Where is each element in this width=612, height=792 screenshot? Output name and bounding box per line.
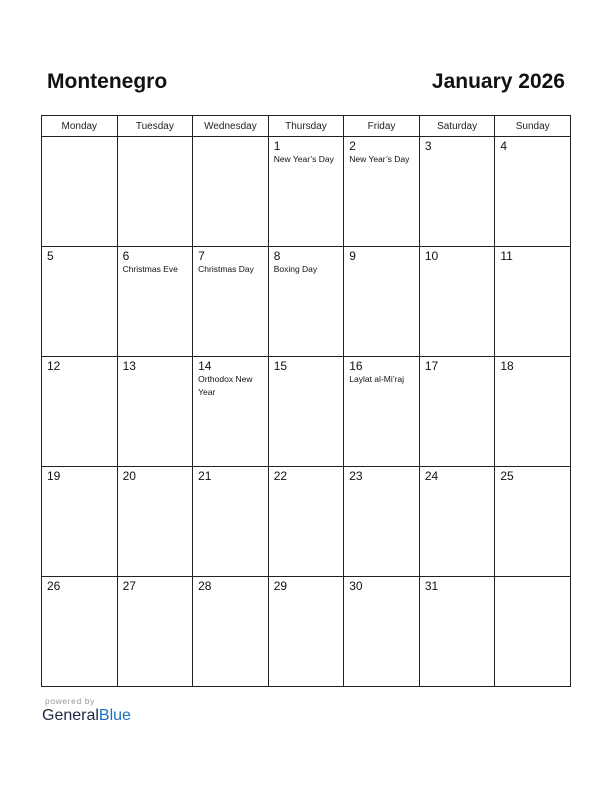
day-cell (344, 467, 420, 577)
day-number: 11 (500, 249, 513, 263)
day-number: 17 (424, 359, 439, 373)
day-cell (193, 357, 269, 467)
day-cell (419, 357, 495, 467)
day-cell (268, 577, 344, 687)
weekday-saturday: Saturday (419, 116, 495, 137)
day-number: 19 (47, 469, 61, 483)
day-number: 7 (198, 249, 205, 263)
day-cell (268, 137, 344, 247)
holiday-label: New Year’s Day (349, 154, 410, 164)
day-number: 30 (349, 579, 363, 593)
country-title: Montenegro (47, 70, 168, 93)
day-number: 15 (273, 359, 288, 373)
day-cell (495, 357, 571, 467)
day-cell (495, 247, 571, 357)
day-number: 13 (122, 359, 136, 373)
day-number: 2 (349, 139, 356, 153)
holiday-label: Orthodox New Year (198, 374, 253, 397)
day-cell (193, 137, 269, 247)
holiday-label: Laylat al-Mi’raj (349, 374, 405, 384)
day-cell (42, 137, 118, 247)
calendar-grid (41, 115, 571, 687)
week-row (42, 577, 571, 687)
day-cell (117, 247, 193, 357)
day-number: 18 (500, 359, 514, 373)
week-row (42, 247, 571, 357)
day-cell (117, 357, 193, 467)
day-cell (42, 247, 118, 357)
day-cell (344, 137, 420, 247)
weekday-wednesday: Wednesday (193, 116, 269, 137)
day-number: 31 (424, 579, 439, 593)
brand-general: General (42, 707, 99, 724)
brand-logo (42, 707, 131, 725)
day-number: 4 (500, 139, 508, 153)
day-number: 28 (198, 579, 212, 593)
day-cell (495, 577, 571, 687)
day-number: 10 (424, 249, 439, 263)
day-number: 23 (349, 469, 363, 483)
day-number: 22 (273, 469, 288, 483)
day-cell (344, 577, 420, 687)
day-cell (419, 247, 495, 357)
day-number: 20 (122, 469, 136, 483)
day-cell (419, 577, 495, 687)
day-number: 16 (349, 359, 363, 373)
day-cell (268, 357, 344, 467)
day-cell (42, 357, 118, 467)
day-cell (117, 137, 193, 247)
day-number: 21 (198, 469, 212, 483)
day-number: 14 (198, 359, 212, 373)
day-number: 1 (273, 139, 281, 153)
day-cell (117, 577, 193, 687)
week-row (42, 357, 571, 467)
holiday-label: New Year’s Day (273, 154, 334, 164)
weekday-header-row (42, 116, 571, 137)
day-cell (495, 137, 571, 247)
weekday-thursday: Thursday (268, 116, 344, 137)
day-number: 29 (273, 579, 288, 593)
day-number: 8 (273, 249, 281, 263)
day-cell (268, 247, 344, 357)
holiday-label: Christmas Eve (122, 264, 178, 274)
day-number: 3 (424, 139, 432, 153)
holiday-label: Christmas Day (198, 264, 254, 274)
day-number: 25 (500, 469, 514, 483)
week-row (42, 467, 571, 577)
day-number: 5 (47, 249, 54, 263)
week-row (42, 137, 571, 247)
day-cell (117, 467, 193, 577)
holiday-label: Boxing Day (273, 264, 318, 274)
day-cell (344, 357, 420, 467)
day-cell (193, 577, 269, 687)
day-cell (42, 467, 118, 577)
weekday-monday: Monday (42, 116, 118, 137)
month-year-title: January 2026 (431, 70, 565, 93)
day-cell (419, 467, 495, 577)
day-cell (42, 577, 118, 687)
day-cell (268, 467, 344, 577)
day-number: 12 (47, 359, 61, 373)
powered-by-text: powered by (45, 696, 95, 706)
weekday-friday: Friday (344, 116, 420, 137)
day-cell (495, 467, 571, 577)
brand-blue: Blue (98, 707, 131, 724)
day-cell (193, 247, 269, 357)
day-cell (419, 137, 495, 247)
day-number: 26 (47, 579, 61, 593)
day-number: 27 (122, 579, 136, 593)
day-number: 6 (122, 249, 130, 263)
day-number: 24 (424, 469, 439, 483)
footer-logo (42, 696, 131, 725)
day-number: 9 (349, 249, 356, 263)
day-cell (344, 247, 420, 357)
day-cell (193, 467, 269, 577)
weekday-tuesday: Tuesday (117, 116, 193, 137)
weekday-sunday: Sunday (495, 116, 571, 137)
